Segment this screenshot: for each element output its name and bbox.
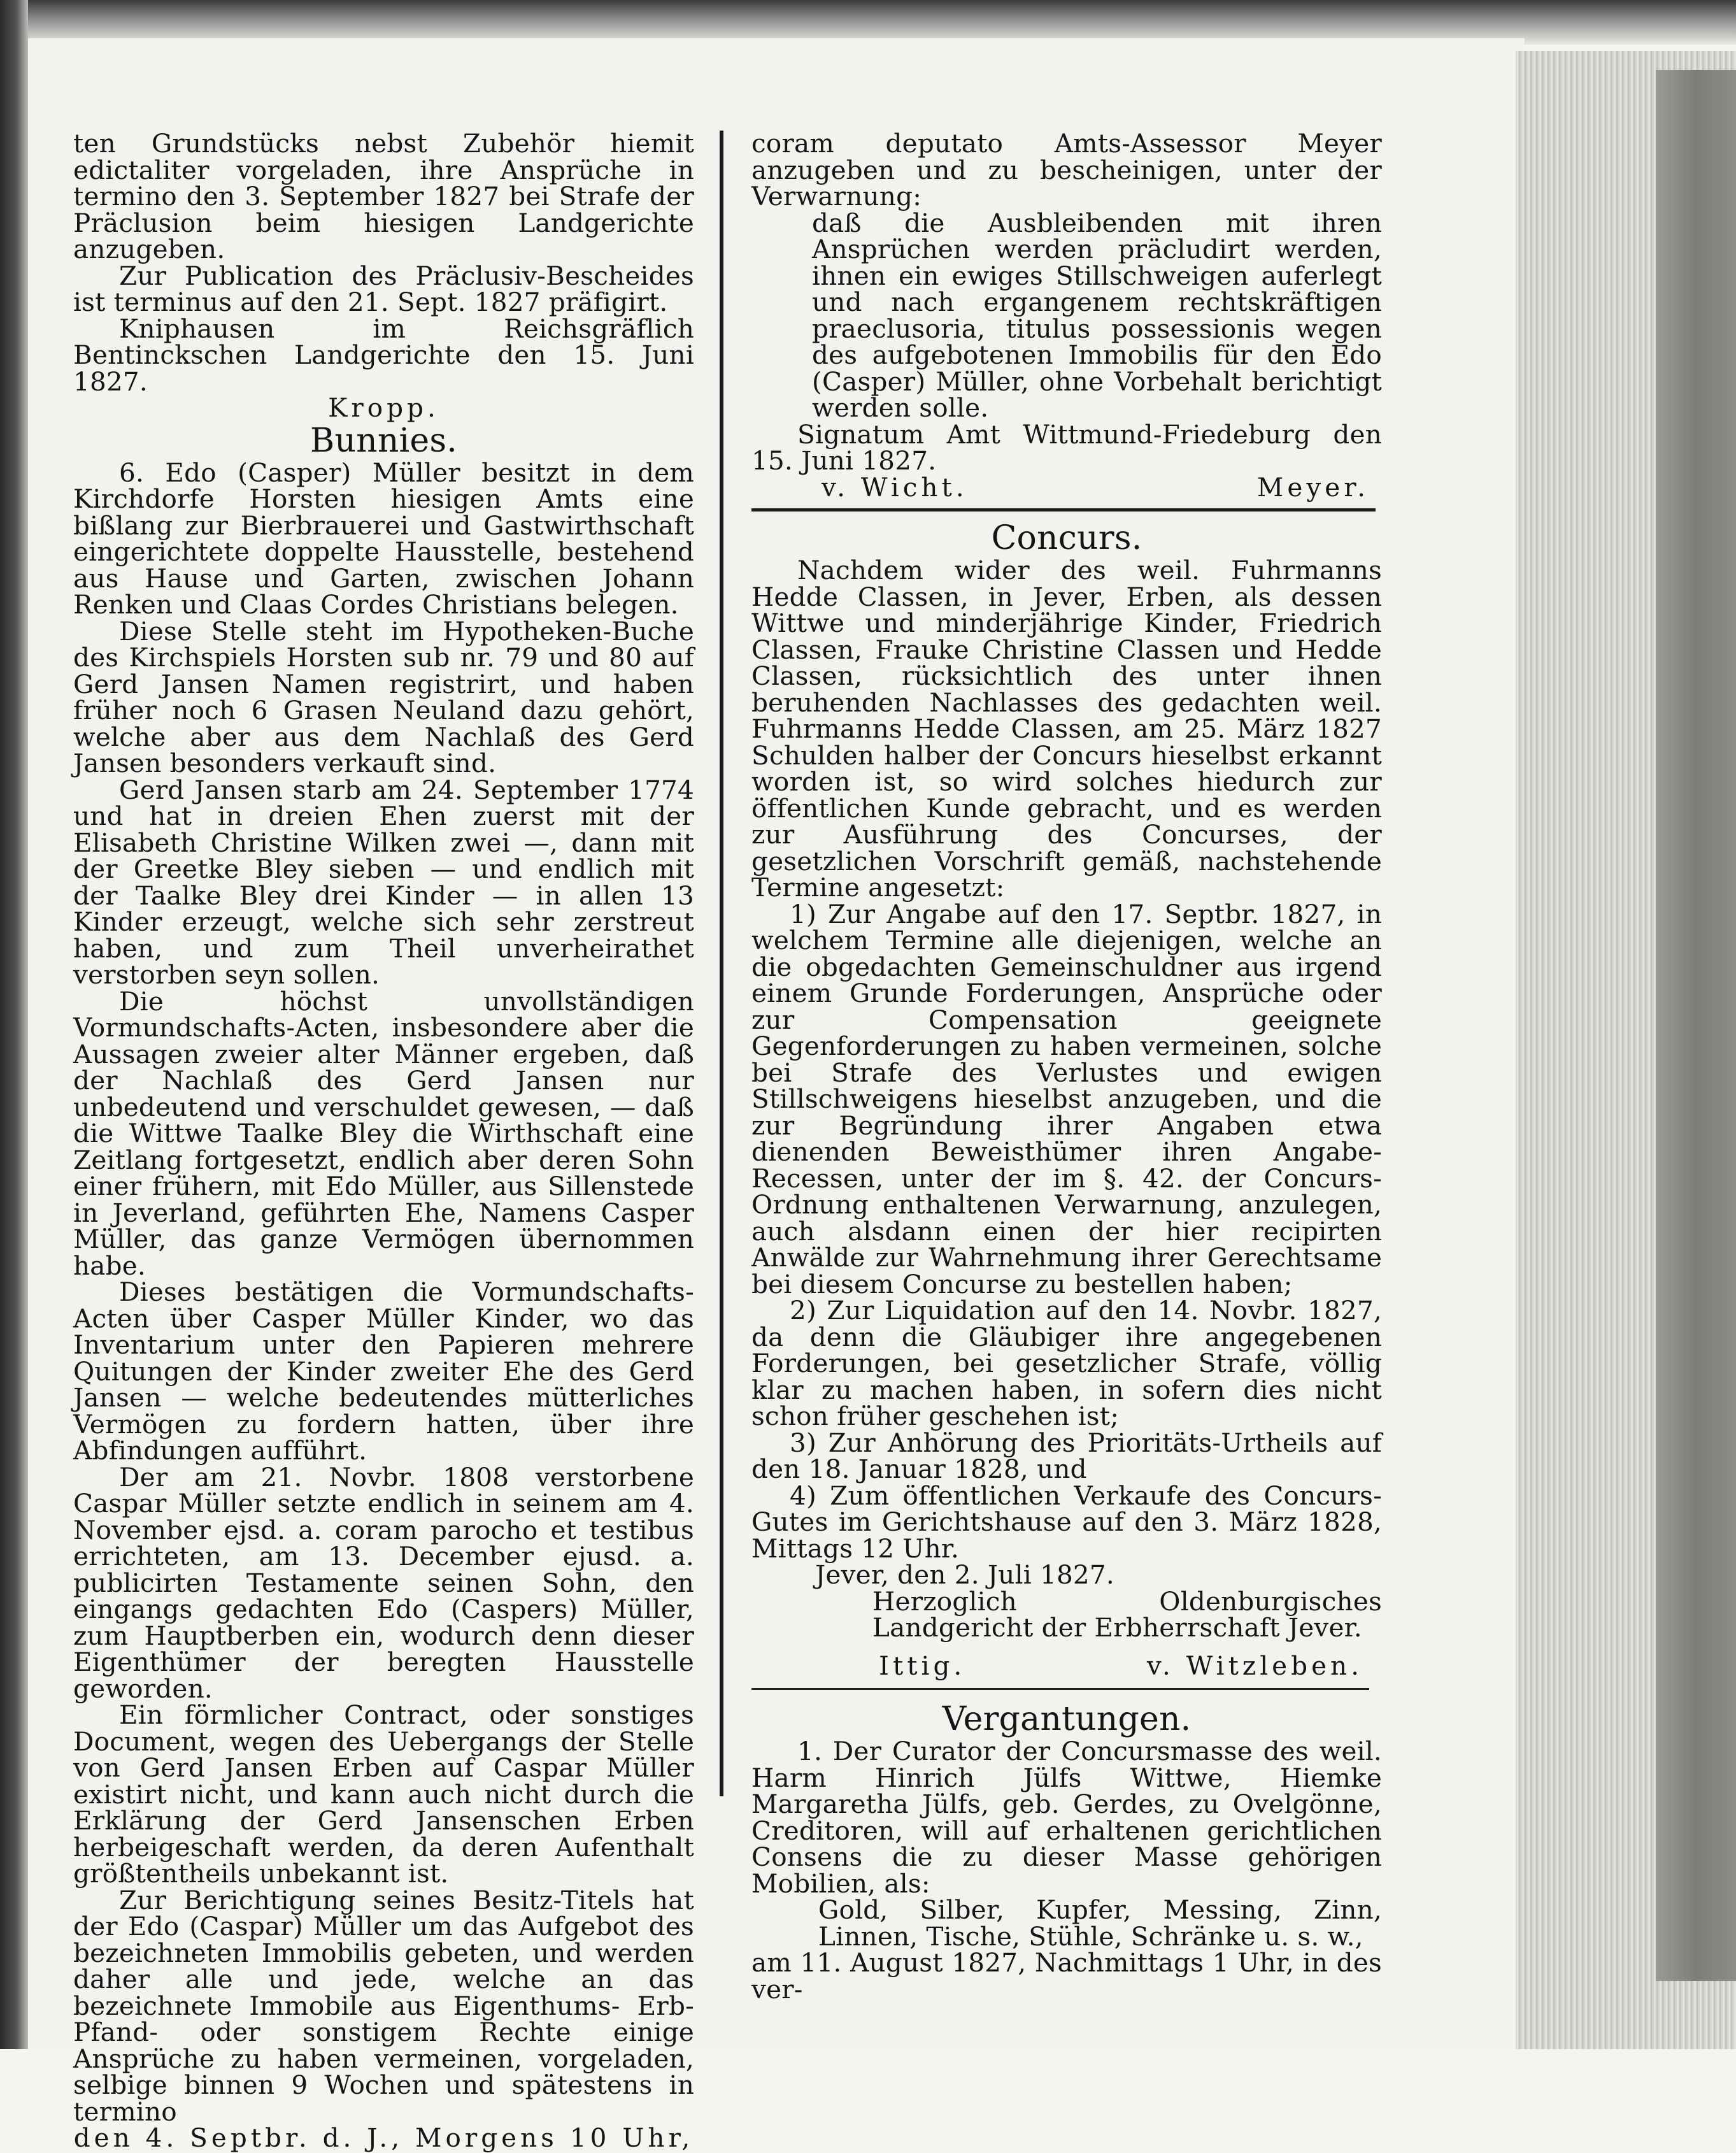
paragraph: 4) Zum öffentlichen Verkaufe des Concurs-Gutes im Gerichtshause auf den 3. März 1828, Mittags 12 Uhr. [751, 1480, 1382, 1564]
paragraph: Zur Publication des Präclusiv-Bescheides ist terminus auf den 21. Sept. 1827 präfigirt. [73, 260, 694, 317]
paragraph: am 11. August 1827, Nachmittags 1 Uhr, in des ver- [751, 1947, 1382, 2005]
paragraph: Zur Berichtigung seines Besitz-Titels hat der Edo (Caspar) Müller um das Aufgebot des bezeichneten Immobilis gebeten, und werden daher alle und jede, welche an das bezeichnete Immobile aus Eigenthums- Erb- Pfand- oder sonstigem Rechte einige Ansprüche zu haben vermeinen, vorgeladen, selbige binnen 9 Wochen und spätestens in termino [73, 1884, 694, 2127]
book-cover-edge [1656, 70, 1736, 1981]
section-heading: Bunnies. [310, 421, 457, 460]
signature: Kropp. [328, 392, 439, 423]
signature: v. Witzleben. [1146, 1650, 1363, 1681]
paragraph: Gerd Jansen starb am 24. September 1774 und hat in dreien Ehen zuerst mit der Elisabeth Christine Wilken zwei —, dann mit der Greetke Bley sieben — und endlich mit der Taalke Bley drei Kinder — in allen 13 Kinder erzeugt, welche sich sehr zerstreut haben, und zum Theil unverheirathet verstorben seyn sollen. [73, 774, 694, 990]
paragraph: Gold, Silber, Kupfer, Messing, Zinn, Linnen, Tische, Stühle, Schränke u. s. w., [818, 1894, 1382, 1952]
section-heading: Vergantungen. [942, 1700, 1192, 1738]
paragraph: daß die Ausbleibenden mit ihren Ansprüchen werden präcludirt werden, ihnen ein ewiges Stillschweigen auferlegt und nach ergangenem rechtskräftigen praeclusoria, titulus possessionis wegen des aufgebotenen Immobilis für den Edo (Casper) Müller, ohne Vorbehalt berichtigt werden solle. [812, 207, 1382, 423]
paragraph: Signatum Amt Wittmund-Friedeburg den 15. Juni 1827. [751, 418, 1382, 476]
signature: v. Wicht. [822, 471, 968, 503]
right-column [751, 128, 1382, 2005]
paragraph: Diese Stelle steht im Hypotheken-Buche des Kirchspiels Horsten sub nr. 79 und 80 auf Gerd Jansen Namen registrirt, und haben früher noch 6 Grasen Neuland dazu gehört, welche aber aus dem Nachlaß des Gerd Jansen besonders verkauft sind. [73, 615, 694, 778]
scan-left-border [0, 0, 28, 2049]
signature: Ittig. [879, 1650, 966, 1681]
left-column [73, 128, 694, 2153]
date-line: den 4. Septbr. d. J., Morgens 10 Uhr, [73, 2122, 694, 2153]
paragraph: Dieses bestätigen die Vormundschafts-Acten über Casper Müller Kinder, wo das Inventarium unter den Papieren mehrere Quitungen der Kinder zweiter Ehe des Gerd Jansen — welche bedeutendes mütterliches Vermögen zu fordern hatten, über ihre Abfindungen aufführt. [73, 1277, 694, 1466]
paragraph: coram deputato Amts-Assessor Meyer anzugeben und zu bescheinigen, unter der Verwarnung: [751, 128, 1382, 211]
paragraph: Herzoglich Oldenburgisches Landgericht der Erbherrschaft Jever. [872, 1585, 1382, 1643]
signature-line [751, 471, 1382, 503]
signature: Meyer. [1256, 471, 1369, 503]
paragraph: Der am 21. Novbr. 1808 verstorbene Caspar Müller setzte endlich in seinem am 4. November ejsd. a. coram parocho et testibus errichteten, am 13. December ejusd. a. publicirten Testamente seinen Sohn, den eingangs gedachten Edo (Caspers) Müller, zum Hauptberben ein, wodurch denn dieser Eigenthümer der beregten Hausstelle geworden. [73, 1461, 694, 1704]
paragraph: 1) Zur Angabe auf den 17. Septbr. 1827, in welchem Termine alle diejenigen, welche an die obgedachten Gemeinschuldner aus irgend einem Grunde Forderungen, Ansprüche oder zur Compensation geeignete Gegenforderungen zu haben vermeinen, solche bei Strafe des Verlustes und ewigen Stillschweigens hieselbst anzugeben, und die zur Begründung ihrer Angaben etwa dienenden Beweisthümer ihren Angabe-Recessen, unter der im §. 42. der Concurs-Ordnung enthaltenen Verwarnung, anzulegen, auch alsdann einen der hier recipirten Anwälde zur Wahrnehmung ihrer Gerechtsame bei diesem Concurse zu bestellen haben; [751, 898, 1382, 1299]
section-rule [751, 508, 1376, 511]
paragraph: ten Grundstücks nebst Zubehör hiemit edictaliter vorgeladen, ihre Ansprüche in termino den 3. September 1827 bei Strafe der Präclusion beim hiesigen Landgerichte anzugeben. [73, 128, 694, 264]
paragraph: Kniphausen im Reichsgräflich Bentinckschen Landgerichte den 15. Juni 1827. [73, 313, 694, 397]
paragraph: 6. Edo (Casper) Müller besitzt in dem Kirchdorfe Horsten hiesigen Amts eine bißlang zur Bierbrauerei und Gastwirthschaft eingerichtete doppelte Hausstelle, bestehend aus Hause und Garten, zwischen Johann Renken und Claas Cordes Christians belegen. [73, 457, 694, 620]
paragraph: 1. Der Curator der Concursmasse des weil. Harm Hinrich Jülfs Wittwe, Hiemke Margaretha Jülfs, geb. Gerdes, zu Ovelgönne, Creditoren, will auf erhaltenen gerichtlichen Consens die zu dieser Masse gehörigen Mobilien, als: [751, 1736, 1382, 1899]
paragraph: 2) Zur Liquidation auf den 14. Novbr. 1827, da denn die Gläubiger ihre angegebenen Forderungen, bei gesetzlicher Strafe, völlig klar zu machen haben, in sofern dies nicht schon früher geschehen ist; [751, 1295, 1382, 1431]
paragraph: Ein förmlicher Contract, oder sonstiges Document, wegen des Uebergangs der Stelle von Gerd Jansen Erben auf Caspar Müller existirt nicht, und kann auch nicht durch die Erklärung der Gerd Jansenschen Erben herbeigeschaft werden, da deren Aufenthalt größtentheils unbekannt ist. [73, 1699, 694, 1889]
section-rule [751, 1688, 1369, 1690]
paragraph: Die höchst unvollständigen Vormundschafts-Acten, insbesondere aber die Aussagen zweier alter Männer ergeben, daß der Nachlaß des Gerd Jansen nur unbedeutend und verschuldet gewesen, — daß die Wittwe Taalke Bley die Wirthschaft eine Zeitlang fortgesetzt, endlich aber deren Sohn einer frühern, mit Edo Müller, aus Sillenstede in Jeverland, geführten Ehe, Namens Casper Müller, das ganze Vermögen übernommen habe. [73, 985, 694, 1281]
paragraph: 3) Zur Anhörung des Prioritäts-Urtheils auf den 18. Januar 1828, und [751, 1427, 1382, 1484]
paragraph: Nachdem wider des weil. Fuhrmanns Hedde Classen, in Jever, Erben, als dessen Wittwe und minderjährige Kinder, Friedrich Classen, Frauke Christine Classen und Hedde Classen, rücksichtlich des unter ihnen beruhenden Nachlasses des gedachten weil. Fuhrmanns Hedde Classen, am 25. März 1827 Schulden halber der Concurs hieselbst erkannt worden ist, so wird solches hiedurch zur öffentlichen Kunde gebracht, und es werden zur Ausführung des Concurses, der gesetzlichen Vorschrift gemäß, nachstehende Termine angesetzt: [751, 555, 1382, 903]
column-separator [720, 131, 723, 1796]
date-line: Jever, den 2. Juli 1827. [815, 1559, 1114, 1590]
signature-line [751, 1650, 1382, 1681]
section-heading: Concurs. [991, 519, 1142, 557]
